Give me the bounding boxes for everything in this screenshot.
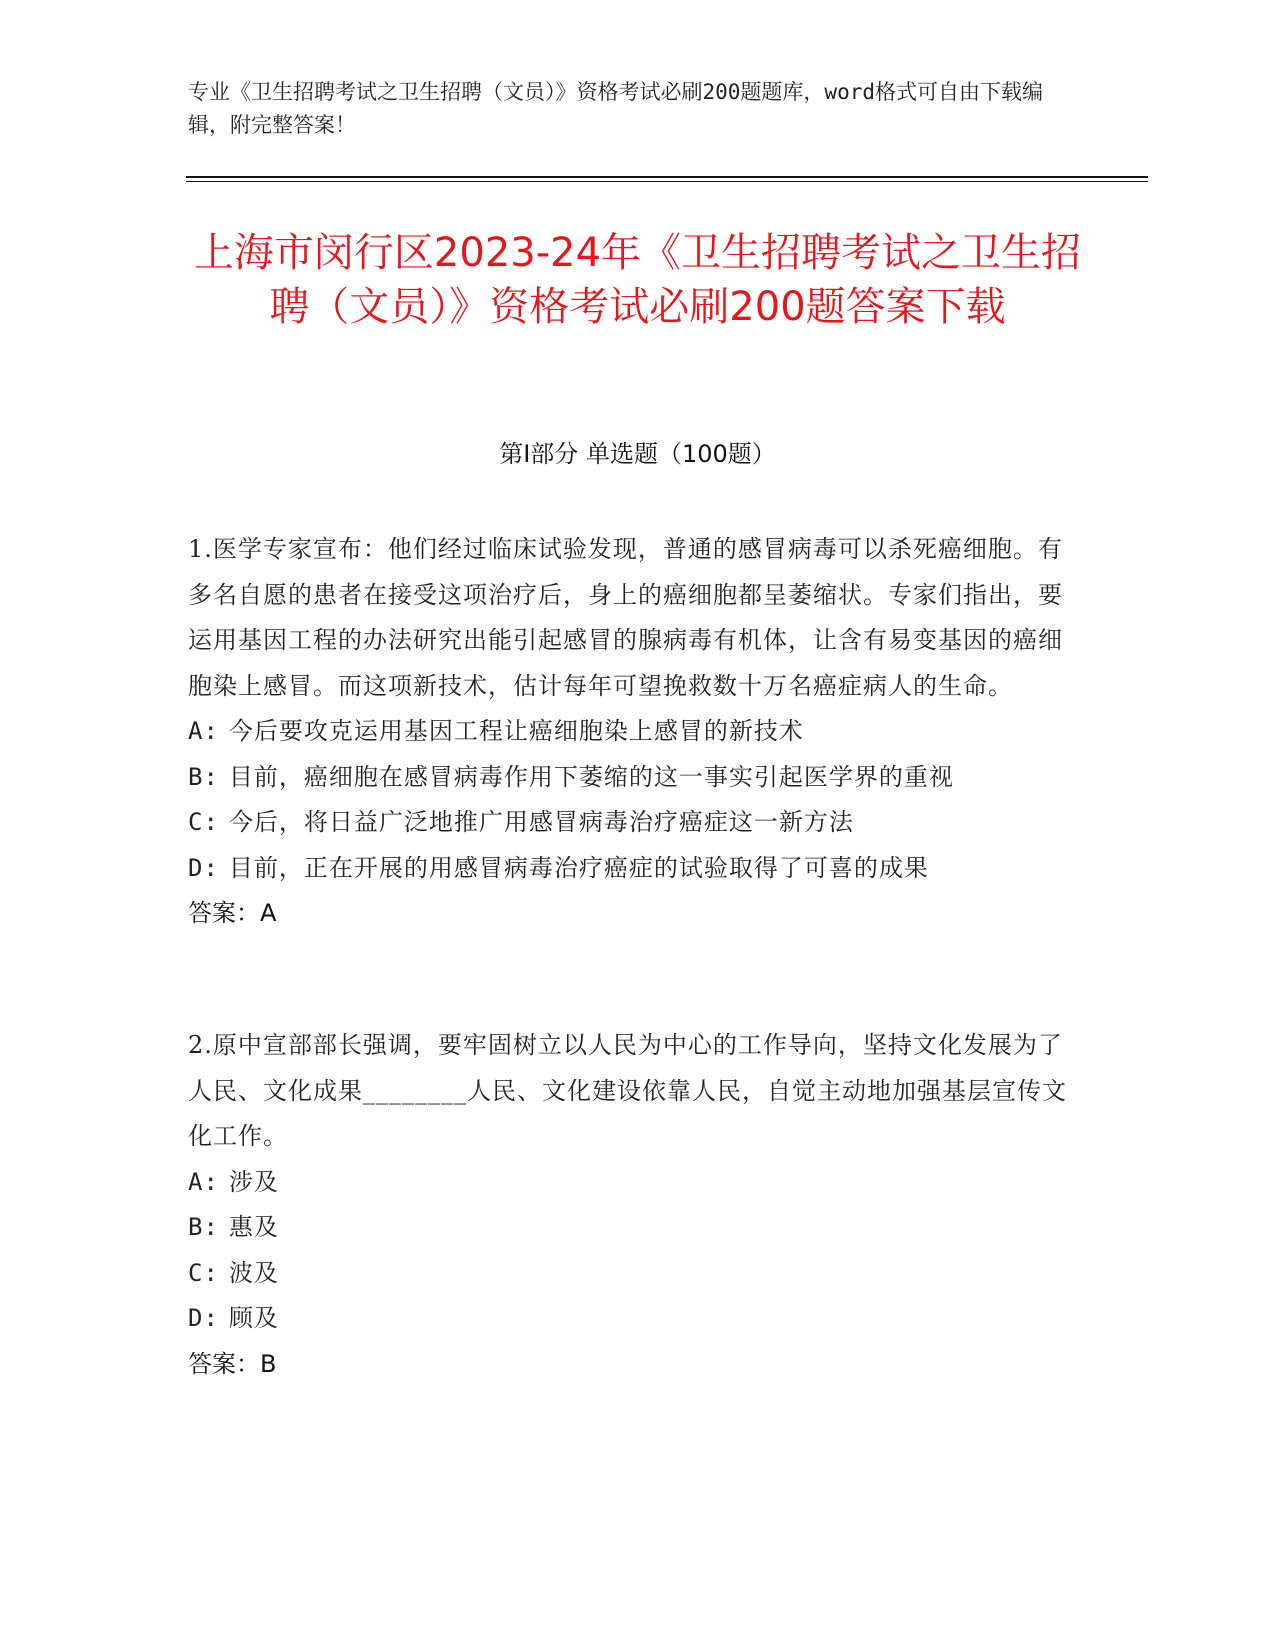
answer-line: 答案：B xyxy=(188,1349,277,1378)
option-key: B: xyxy=(188,1213,219,1241)
option-text: 顾及 xyxy=(228,1304,279,1332)
option-b xyxy=(188,755,1078,801)
option-text: 惠及 xyxy=(228,1213,279,1241)
header-note: 专业《卫生招聘考试之卫生招聘（文员）》资格考试必刷200题题库，word格式可自由下载编辑，附完整答案！ xyxy=(188,80,1043,137)
header-divider-thin xyxy=(186,181,1148,182)
header-divider xyxy=(186,176,1148,178)
question-stem: 2.原中宣部部长强调，要牢固树立以人民为中心的工作导向，坚持文化发展为了人民、文化成果________人民、文化建设依靠人民，自觉主动地加强基层宣传文化工作。 xyxy=(188,1031,1067,1150)
option-key: A: xyxy=(188,717,219,745)
option-c xyxy=(188,1251,1078,1297)
answer-line: 答案：A xyxy=(188,899,277,927)
option-key: D: xyxy=(188,1304,219,1332)
option-b xyxy=(188,1205,1078,1251)
option-text: 今后要攻克运用基因工程让癌细胞染上感冒的新技术 xyxy=(228,717,804,745)
option-a xyxy=(188,709,1078,755)
section-heading: 第Ⅰ部分 单选题（100题） xyxy=(499,440,776,468)
option-c xyxy=(188,800,1078,846)
document-title: 上海市闵行区2023-24年《卫生招聘考试之卫生招聘（文员）》资格考试必刷200题答案下载 xyxy=(193,230,1082,330)
question-1 xyxy=(188,527,1078,937)
option-text: 波及 xyxy=(228,1258,279,1287)
question-stem: 1.医学专家宣布：他们经过临床试验发现，普通的感冒病毒可以杀死癌细胞。有多名自愿的患者在接受这项治疗后，身上的癌细胞都呈萎缩状。专家们指出，要运用基因工程的办法研究出能引起感冒的腺病毒有机体，让含有易变基因的癌细胞染上感冒。而这项新技术，估计每年可望挽救数十万名癌症病人的生命。 xyxy=(188,535,1063,700)
option-key: D: xyxy=(188,853,219,882)
option-d xyxy=(188,1296,1078,1342)
option-key: C: xyxy=(188,808,219,836)
option-key: B: xyxy=(188,762,219,791)
option-key: A: xyxy=(188,1167,219,1196)
option-d xyxy=(188,846,1078,892)
option-text: 涉及 xyxy=(228,1167,279,1196)
question-2 xyxy=(188,1023,1078,1387)
option-text: 今后，将日益广泛地推广用感冒病毒治疗癌症这一新方法 xyxy=(228,808,854,836)
option-a xyxy=(188,1160,1078,1206)
option-text: 目前，癌细胞在感冒病毒作用下萎缩的这一事实引起医学界的重视 xyxy=(228,762,954,791)
option-text: 目前，正在开展的用感冒病毒治疗癌症的试验取得了可喜的成果 xyxy=(228,853,929,882)
option-key: C: xyxy=(188,1258,219,1287)
